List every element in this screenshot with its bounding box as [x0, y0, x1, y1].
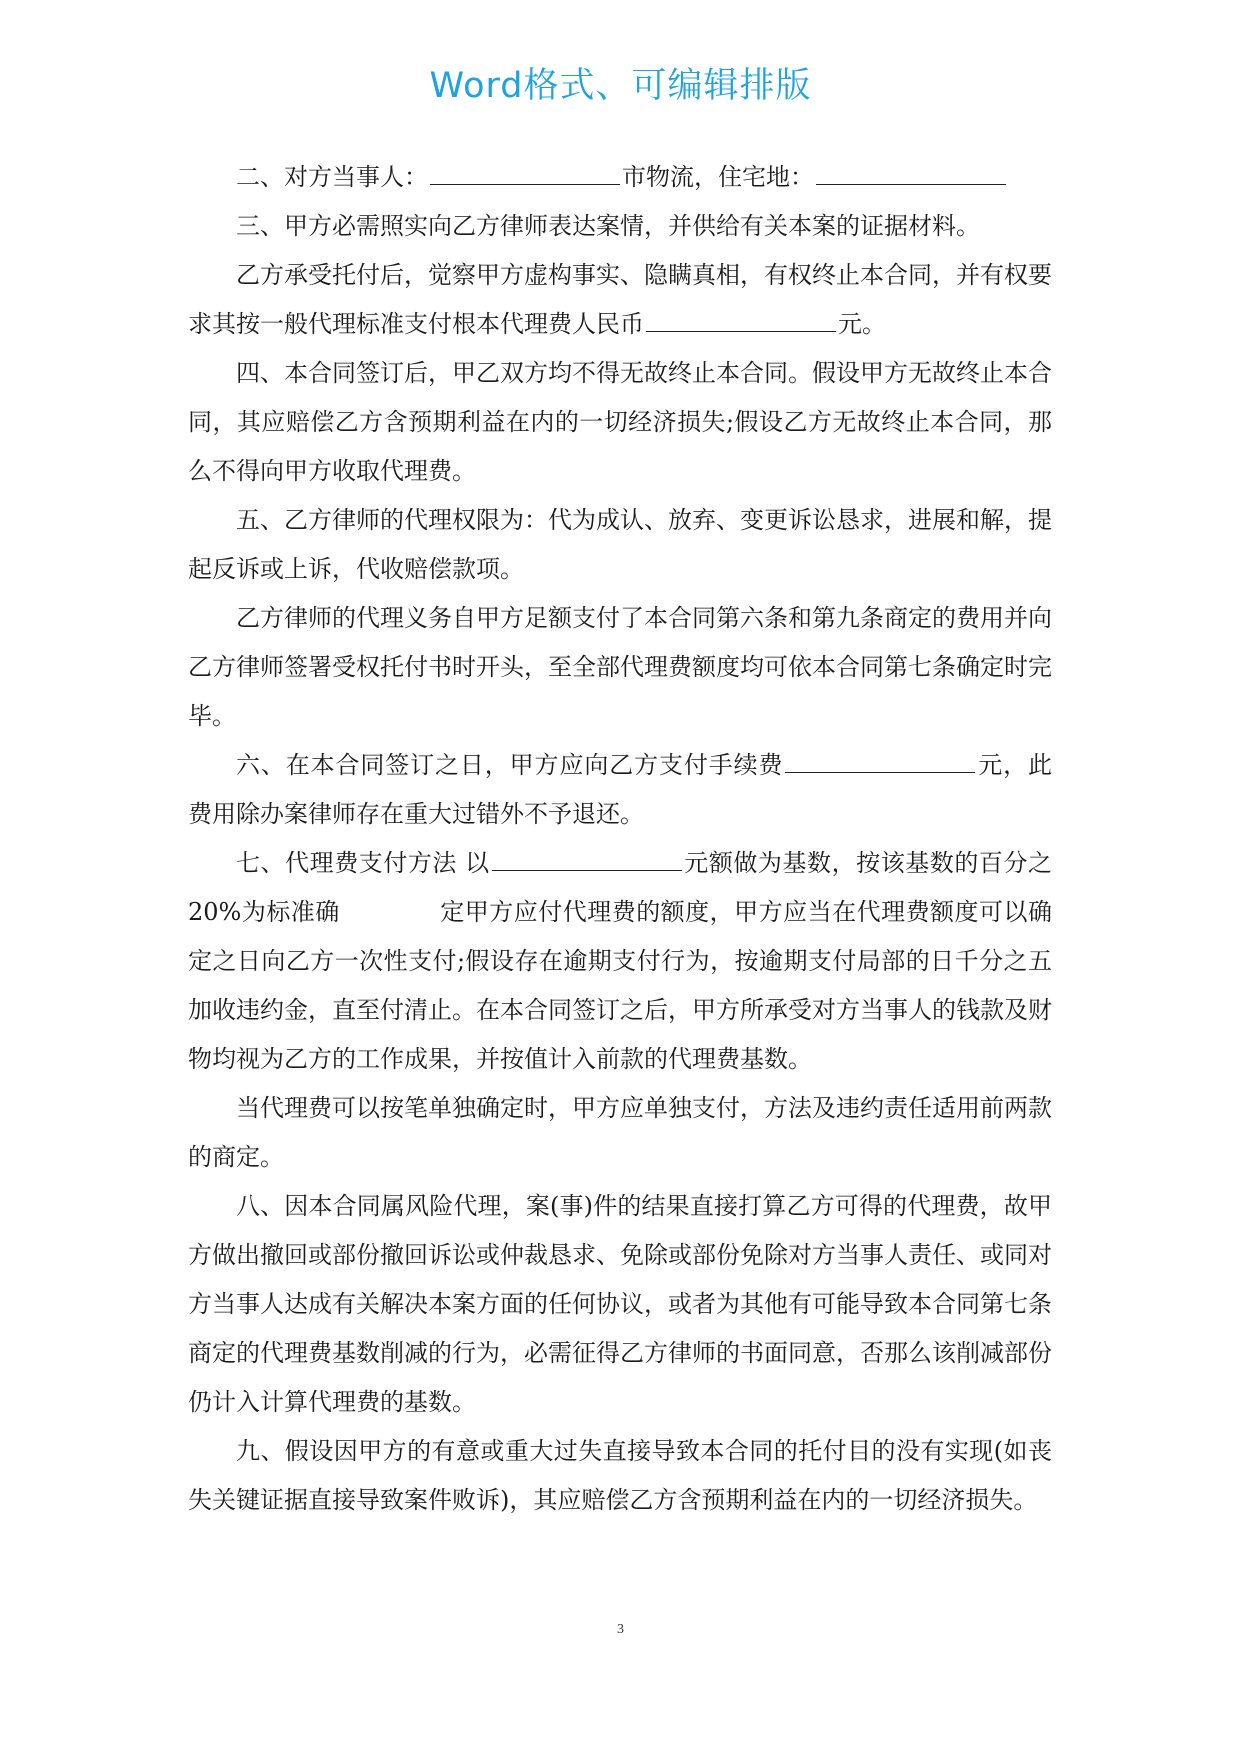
fill-blank-base-amount[interactable]: [492, 848, 682, 871]
document-body: [188, 153, 1052, 1525]
paragraph-clause-5: 五、乙方律师的代理权限为：代为成认、放弃、变更诉讼恳求，进展和解，提起反诉或上诉，代收赔偿款项。: [188, 506, 1052, 583]
page-number: 3: [617, 1622, 624, 1637]
paragraph-agency-duty: 乙方律师的代理义务自甲方足额支付了本合同第六条和第九条商定的费用并向乙方律师签署受权托付书时开头，至全部代理费额度均可依本合同第七条确定时完毕。: [188, 604, 1052, 730]
paragraph-separate-fee: 当代理费可以按笔单独确定时，甲方应单独支付，方法及违约责任适用前两款的商定。: [188, 1094, 1052, 1171]
paragraph-termination-right: [188, 251, 1052, 349]
paragraph-text: 市物流，住宅地：: [622, 163, 814, 191]
paragraph-text: 七、代理费支付方法 以: [236, 849, 490, 877]
paragraph-opposing-party: [188, 153, 1052, 202]
fill-blank-opposing-party[interactable]: [430, 162, 620, 185]
fill-blank-base-fee[interactable]: [646, 309, 836, 332]
paragraph-clause-8: 八、因本合同属风险代理，案(事)件的结果直接打算乙方可得的代理费，故甲方做出撤回或部份撤回诉讼或仲裁恳求、免除或部份免除对方当事人责任、或同对方当事人达成有关解决本案方面的任何协议，或者为其他有可能导致本合同第七条商定的代理费基数削减的行为，必需征得乙方律师的书面同意，否那么该削减部份仍计入计算代理费的基数。: [188, 1192, 1052, 1416]
paragraph-clause-4: 四、本合同签订后，甲乙双方均不得无故终止本合同。假设甲方无故终止本合同，其应赔偿乙方含预期利益在内的一切经济损失;假设乙方无故终止本合同，那么不得向甲方收取代理费。: [188, 359, 1052, 485]
paragraph-text: 二、对方当事人：: [236, 163, 428, 191]
paragraph-text: 元。: [838, 310, 886, 338]
page-header-title: Word格式、可编辑排版: [429, 66, 812, 106]
paragraph-text: 乙方承受托付后，觉察甲方虚构事实、隐瞒真相，有权终止本合同，并有权要求其按一般代理标准支付根本代理费人民币: [188, 261, 1052, 338]
paragraph-clause-7: [188, 839, 1052, 1084]
paragraph-text: 元，此费用除办案律师存在重大过错外不予退还。: [188, 751, 1052, 828]
fill-blank-address[interactable]: [816, 162, 1006, 185]
paragraph-text: 六、在本合同签订之日，甲方应向乙方支付手续费: [236, 751, 784, 779]
paragraph-text: 元额做为基数，按该基数的百分之 20%为标准确: [188, 849, 1053, 926]
paragraph-text: 定甲方应付代理费的额度，甲方应当在代理费额度可以确定之日向乙方一次性支付;假设存在逾期支付行为，按逾期支付局部的日千分之五加收违约金，直至付清止。在本合同签订之后，甲方所承受对方当事人的钱款及财物均视为乙方的工作成果，并按值计入前款的代理费基数。: [188, 898, 1053, 1073]
paragraph-clause-9: 九、假设因甲方的有意或重大过失直接导致本合同的托付目的没有实现(如丧失关键证据直接导致案件败诉)，其应赔偿乙方含预期利益在内的一切经济损失。: [188, 1437, 1052, 1514]
paragraph-clause-6: [188, 741, 1052, 839]
paragraph-clause-3: 三、甲方必需照实向乙方律师表达案情，并供给有关本案的证据材料。: [236, 212, 980, 240]
fill-blank-handling-fee[interactable]: [785, 750, 975, 773]
